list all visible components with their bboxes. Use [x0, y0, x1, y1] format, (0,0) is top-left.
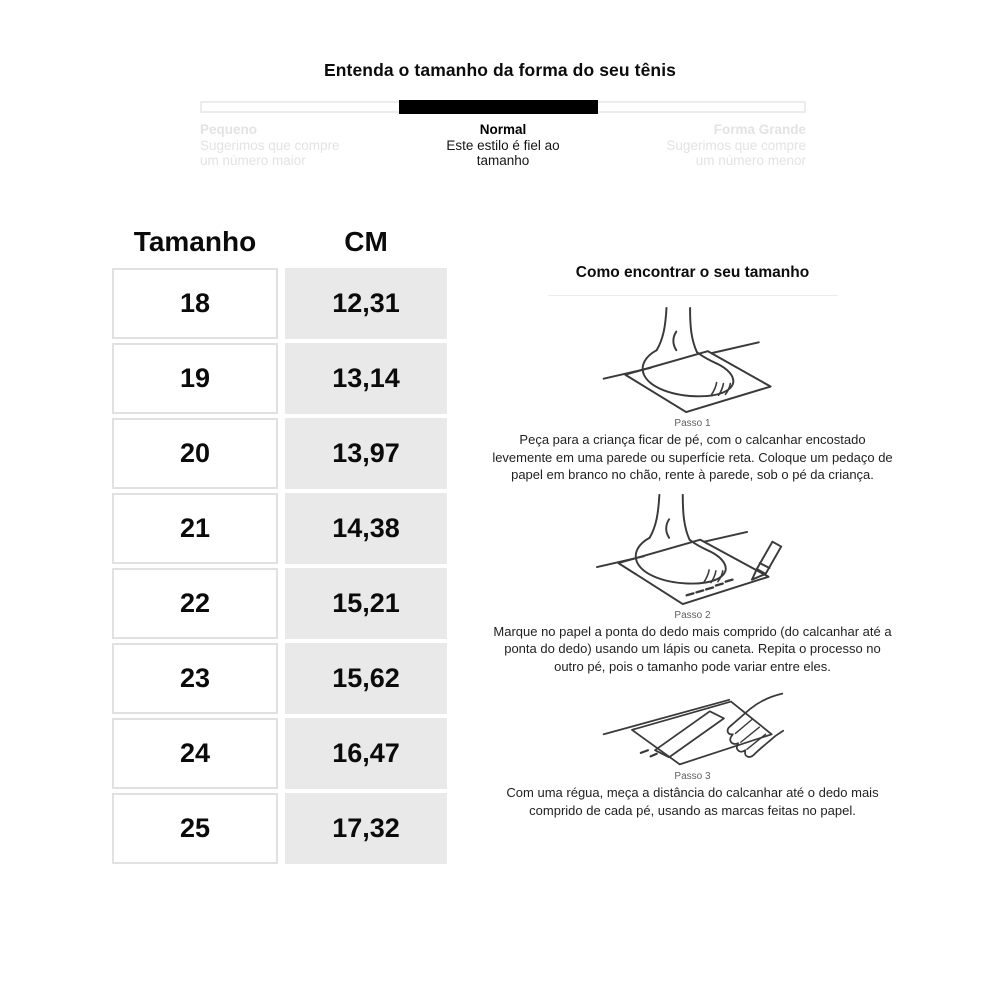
cm-cell: 17,32 [285, 793, 447, 864]
size-table [112, 268, 447, 864]
fit-scale-active-segment [399, 100, 598, 114]
fit-option-label: Forma Grande [713, 122, 806, 137]
cm-cell: 14,38 [285, 493, 447, 564]
table-row [112, 568, 447, 639]
step-2 [490, 491, 895, 676]
size-cell: 25 [112, 793, 278, 864]
foot-on-paper-icon [599, 306, 787, 414]
fit-option-pequeno [200, 122, 360, 169]
table-row [112, 418, 447, 489]
size-cell: 20 [112, 418, 278, 489]
step-label: Passo 1 [674, 418, 711, 429]
step-text: Marque no papel a ponta do dedo mais comprido (do calcanhar até a ponta do dedo) usando um lápis ou caneta. Repita o processo no outro pé, pois o tamanho pode variar entre eles. [493, 623, 892, 674]
page-title: Entenda o tamanho da forma do seu tênis [323, 60, 676, 80]
table-row [112, 793, 447, 864]
size-cell: 18 [112, 268, 278, 339]
step-3 [490, 683, 895, 819]
step-label: Passo 3 [674, 771, 711, 782]
fit-option-description: Sugerimos que compre um número maior [200, 137, 340, 168]
fit-option-description: Sugerimos que compre um número menor [666, 137, 806, 168]
size-cell: 19 [112, 343, 278, 414]
table-header-cm: CM [344, 226, 388, 257]
table-row [112, 493, 447, 564]
cm-cell: 15,62 [285, 643, 447, 714]
cm-cell: 16,47 [285, 718, 447, 789]
step-text: Peça para a criança ficar de pé, com o calcanhar encostado levemente em uma parede ou superfície reta. Coloque um pedaço de papel em branco no chão, rente à parede, sob o pé da criança. [492, 432, 893, 482]
size-cell: 21 [112, 493, 278, 564]
cm-cell: 13,14 [285, 343, 447, 414]
table-row [112, 268, 447, 339]
how-to-title: Como encontrar o seu tamanho [575, 264, 810, 281]
cm-cell: 15,21 [285, 568, 447, 639]
table-row [112, 343, 447, 414]
table-row [112, 643, 447, 714]
how-to-section [490, 264, 895, 819]
cm-cell: 13,97 [285, 418, 447, 489]
size-cell: 24 [112, 718, 278, 789]
size-cell: 23 [112, 643, 278, 714]
step-text: Com uma régua, meça a distância do calcanhar até o dedo mais comprido de cada pé, usando as marcas feitas no papel. [506, 785, 879, 818]
fit-option-description: Este estilo é fiel ao tamanho [446, 137, 560, 168]
step-label: Passo 2 [674, 609, 711, 621]
table-header-tamanho: Tamanho [133, 226, 257, 257]
fit-option-label: Pequeno [200, 122, 258, 137]
step-1 [490, 306, 895, 484]
divider [548, 295, 838, 296]
fit-option-label: Normal [479, 122, 527, 137]
hand-ruler-icon [589, 683, 797, 767]
table-row [112, 718, 447, 789]
fit-scale-track [200, 101, 806, 113]
fit-option-normal [428, 122, 578, 169]
size-cell: 22 [112, 568, 278, 639]
foot-marking-pencil-icon [592, 491, 794, 606]
cm-cell: 12,31 [285, 268, 447, 339]
fit-option-forma-grande [656, 122, 806, 169]
